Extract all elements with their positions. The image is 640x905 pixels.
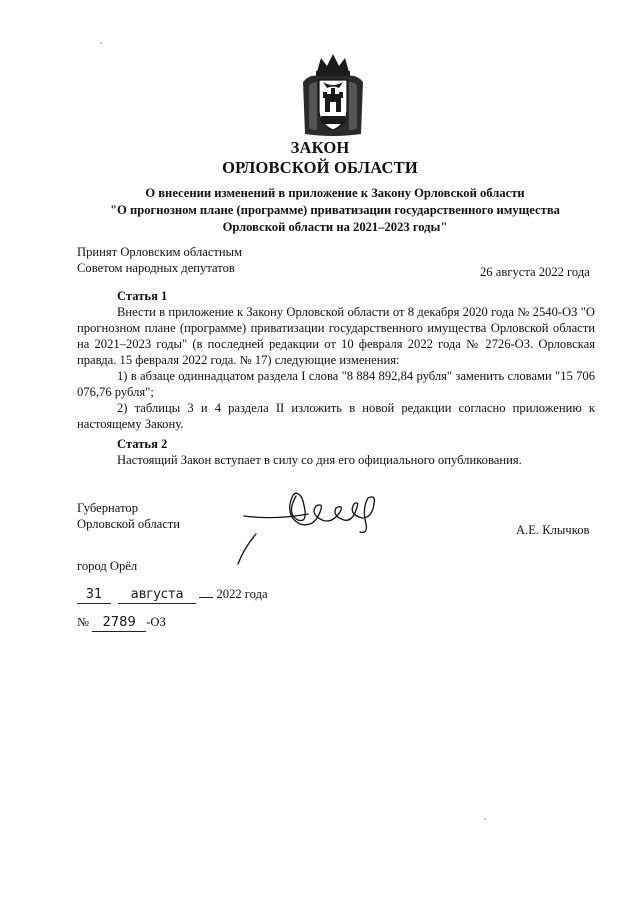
handwritten-signature-icon [236, 484, 386, 566]
signing-date [77, 586, 268, 604]
law-subtitle-line-3: Орловской области на 2021–2023 годы" [222, 220, 448, 234]
signing-month: августа [118, 586, 196, 604]
article-1-intro: Внести в приложение к Закону Орловской области от 8 декабря 2020 года № 2540-ОЗ "О прогнозном плане (программе) приватизации государственного имущества Орловской области на 2021–2023 годы" (в последней редакции от 10 февраля 2022 года № 2726-ОЗ. Орловская правда. 15 февраля 2022 года. № 17) следующие изменения: [77, 305, 595, 367]
article-2-heading: Статья 2 [117, 437, 168, 451]
article-2-text: Настоящий Закон вступает в силу со дня его официального опубликования. [117, 453, 522, 467]
scan-speck [484, 818, 486, 820]
orel-oblast-coat-of-arms-icon [299, 52, 367, 138]
law-subtitle-line-1: О внесении изменений в приложение к Закону Орловской области [145, 186, 525, 200]
article-1-item-1: 1) в абзаце одиннадцатом раздела I слова "8 884 892,84 рубля" заменить словами "15 706 076,76 рубля"; [77, 369, 595, 399]
law-number [77, 614, 166, 632]
governor-name: А.Е. Клычков [516, 523, 590, 537]
governor-title-line-1: Губернатор [77, 501, 138, 515]
law-number-prefix: № [77, 615, 90, 629]
law-region-title: ОРЛОВСКОЙ ОБЛАСТИ [222, 158, 418, 177]
signing-day: 31 [77, 586, 111, 604]
law-number-value: 2789 [92, 614, 146, 632]
scan-speck [100, 42, 102, 44]
law-title: ЗАКОН [290, 138, 350, 157]
law-subtitle-line-2: "О прогнозном плане (программе) приватизации государственного имущества [110, 203, 560, 217]
adopted-by-line-1: Принят Орловским областным [77, 245, 243, 259]
city-name: город Орёл [77, 559, 138, 573]
adopted-by-line-2: Советом народных депутатов [77, 261, 235, 275]
article-1-item-2: 2) таблицы 3 и 4 раздела II изложить в новой редакции согласно приложению к настоящему Закону. [77, 401, 595, 431]
signing-year: 2022 года [216, 587, 268, 601]
governor-title-line-2: Орловской области [77, 517, 181, 531]
adoption-date: 26 августа 2022 года [480, 265, 590, 279]
article-1-heading: Статья 1 [117, 289, 168, 303]
law-number-suffix: -ОЗ [146, 615, 166, 629]
